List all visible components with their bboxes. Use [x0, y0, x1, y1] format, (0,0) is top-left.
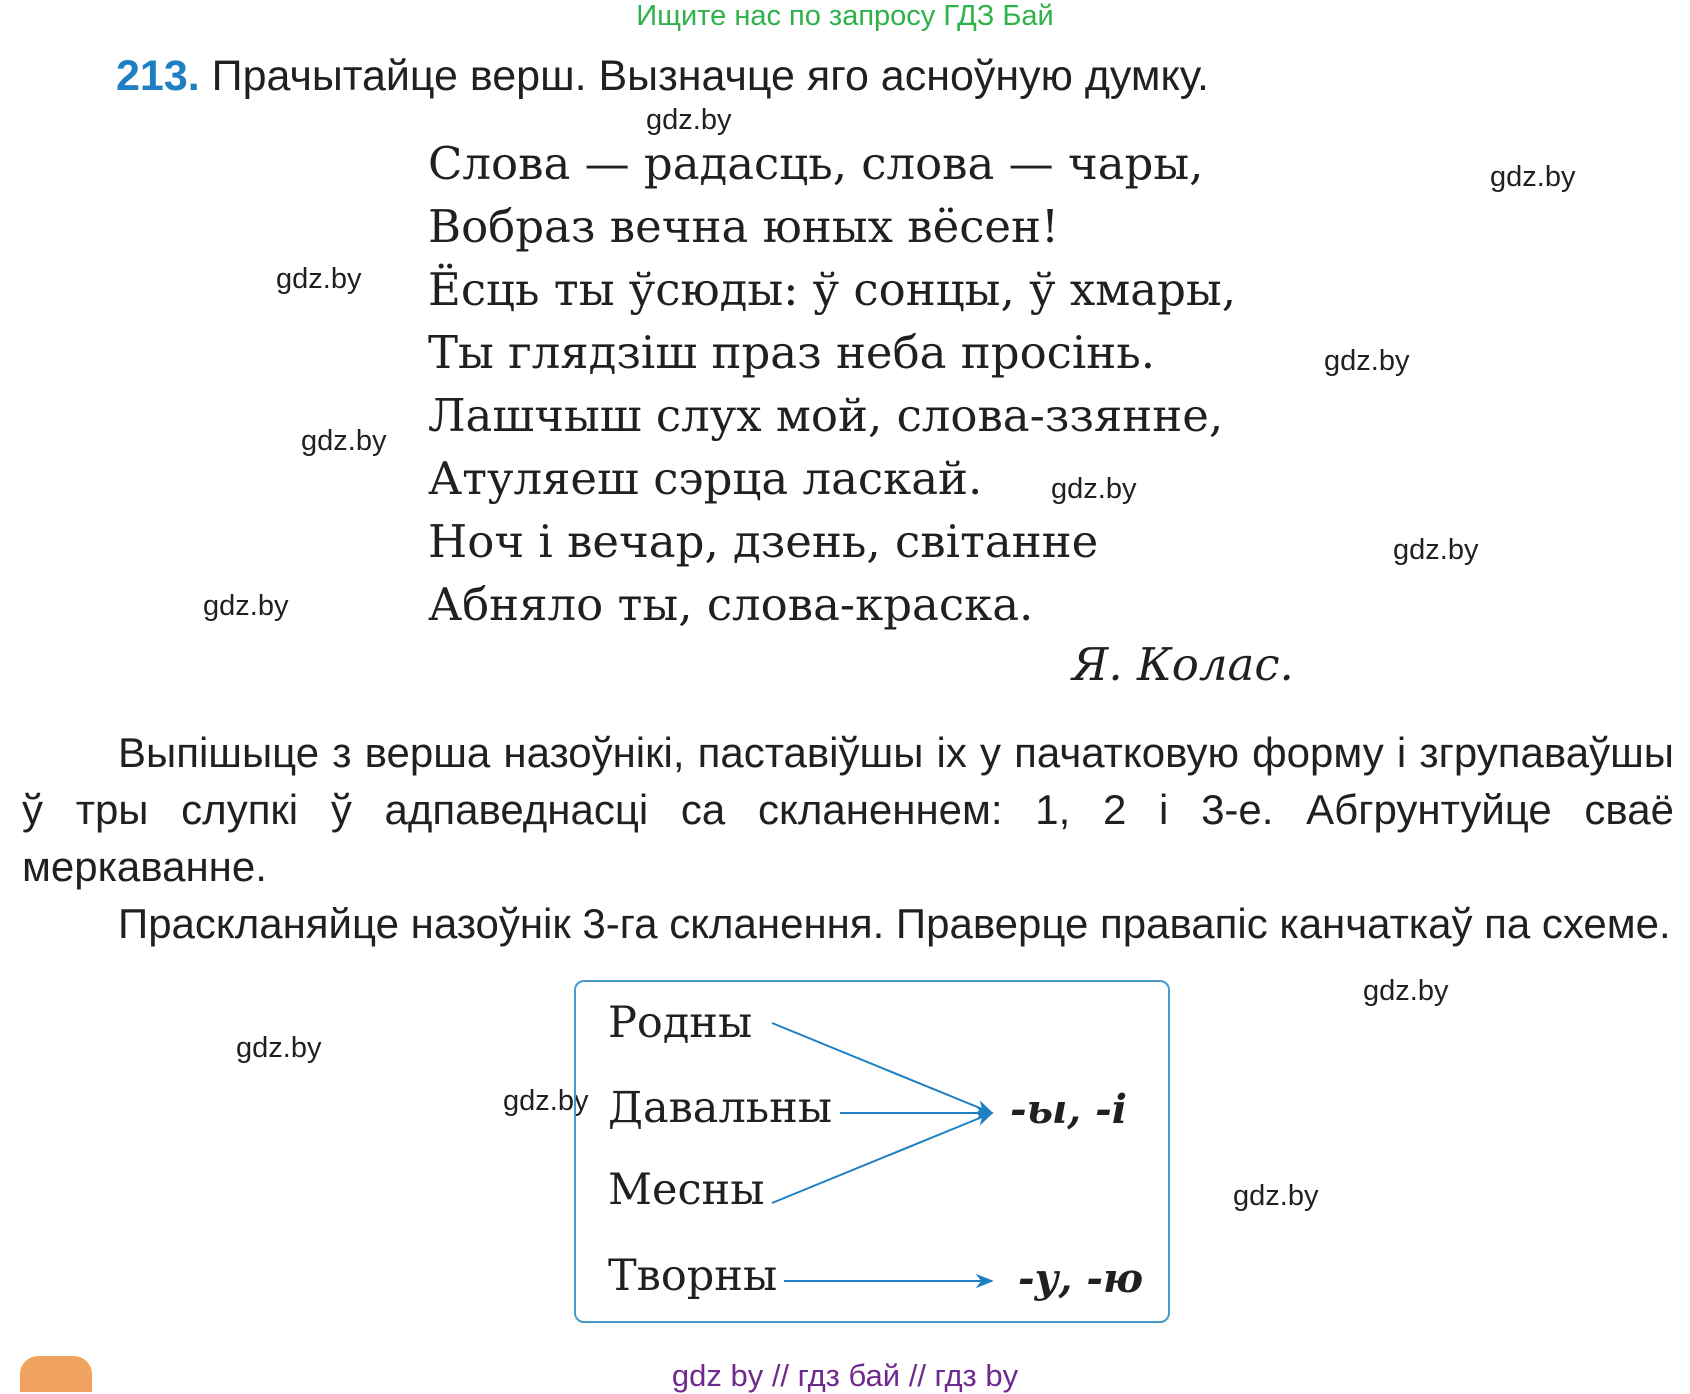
watermark: gdz.by — [1324, 345, 1410, 377]
poem-line: Ноч і вечар, дзень, світанне — [428, 515, 1099, 568]
footer-links: gdz by // гдз бай // гдз by — [671, 1358, 1019, 1393]
watermark: gdz.by — [1051, 473, 1137, 505]
ending-y-i: -ы, -і — [1010, 1086, 1127, 1133]
poem-author: Я. Колас. — [1072, 638, 1294, 691]
case-label-tvorny: Творны — [608, 1251, 778, 1301]
poem-line: Абняло ты, слова-краска. — [428, 578, 1034, 631]
watermark: gdz.by — [276, 263, 362, 295]
poem-line: Ёсць ты ўсюды: ў сонцы, ў хмары, — [428, 263, 1237, 316]
watermark: gdz.by — [503, 1085, 589, 1117]
exercise-paragraph: Праскланяйце назоўнік 3-га скланення. Праверце правапіс канчаткаў па схеме. — [118, 900, 1671, 947]
watermark: gdz.by — [203, 590, 289, 622]
watermark: gdz.by — [1393, 534, 1479, 566]
task-text: Прачытайце верш. Вызначце яго асноўную думку. — [211, 52, 1209, 100]
exercise-paragraph: Выпішыце з верша назоўнікі, паставіўшы іх у пачатковую форму і згрупаваўшы ў тры слупкі ў адпаведнасці са скланеннем: 1, 2 і 3-е. Абгрунтуйце сваё меркаванне. — [22, 729, 1674, 890]
top-banner: Ищите нас по запросу ГДЗ Бай — [636, 0, 1054, 32]
poem-line: Лашчыш слух мой, слова-ззянне, — [428, 389, 1224, 442]
poem-line: Вобраз вечна юных вёсен! — [428, 200, 1060, 253]
poem-line: Атуляеш сэрца ласкай. — [428, 452, 983, 505]
case-label-rodny: Родны — [608, 998, 753, 1048]
watermark: gdz.by — [1490, 161, 1576, 193]
watermark: gdz.by — [236, 1032, 322, 1064]
poem-line: Ты глядзіш праз неба просінь. — [428, 326, 1156, 379]
ending-u-yu: -у, -ю — [1018, 1255, 1144, 1302]
watermark: gdz.by — [1363, 975, 1449, 1007]
watermark: gdz.by — [1233, 1180, 1319, 1212]
task-number: 213. — [116, 52, 200, 100]
watermark: gdz.by — [646, 104, 732, 136]
case-label-davalny: Давальны — [608, 1083, 833, 1133]
poem-line: Слова — радасць, слова — чары, — [428, 137, 1204, 190]
case-label-mesny: Месны — [608, 1165, 765, 1215]
watermark: gdz.by — [301, 425, 387, 457]
